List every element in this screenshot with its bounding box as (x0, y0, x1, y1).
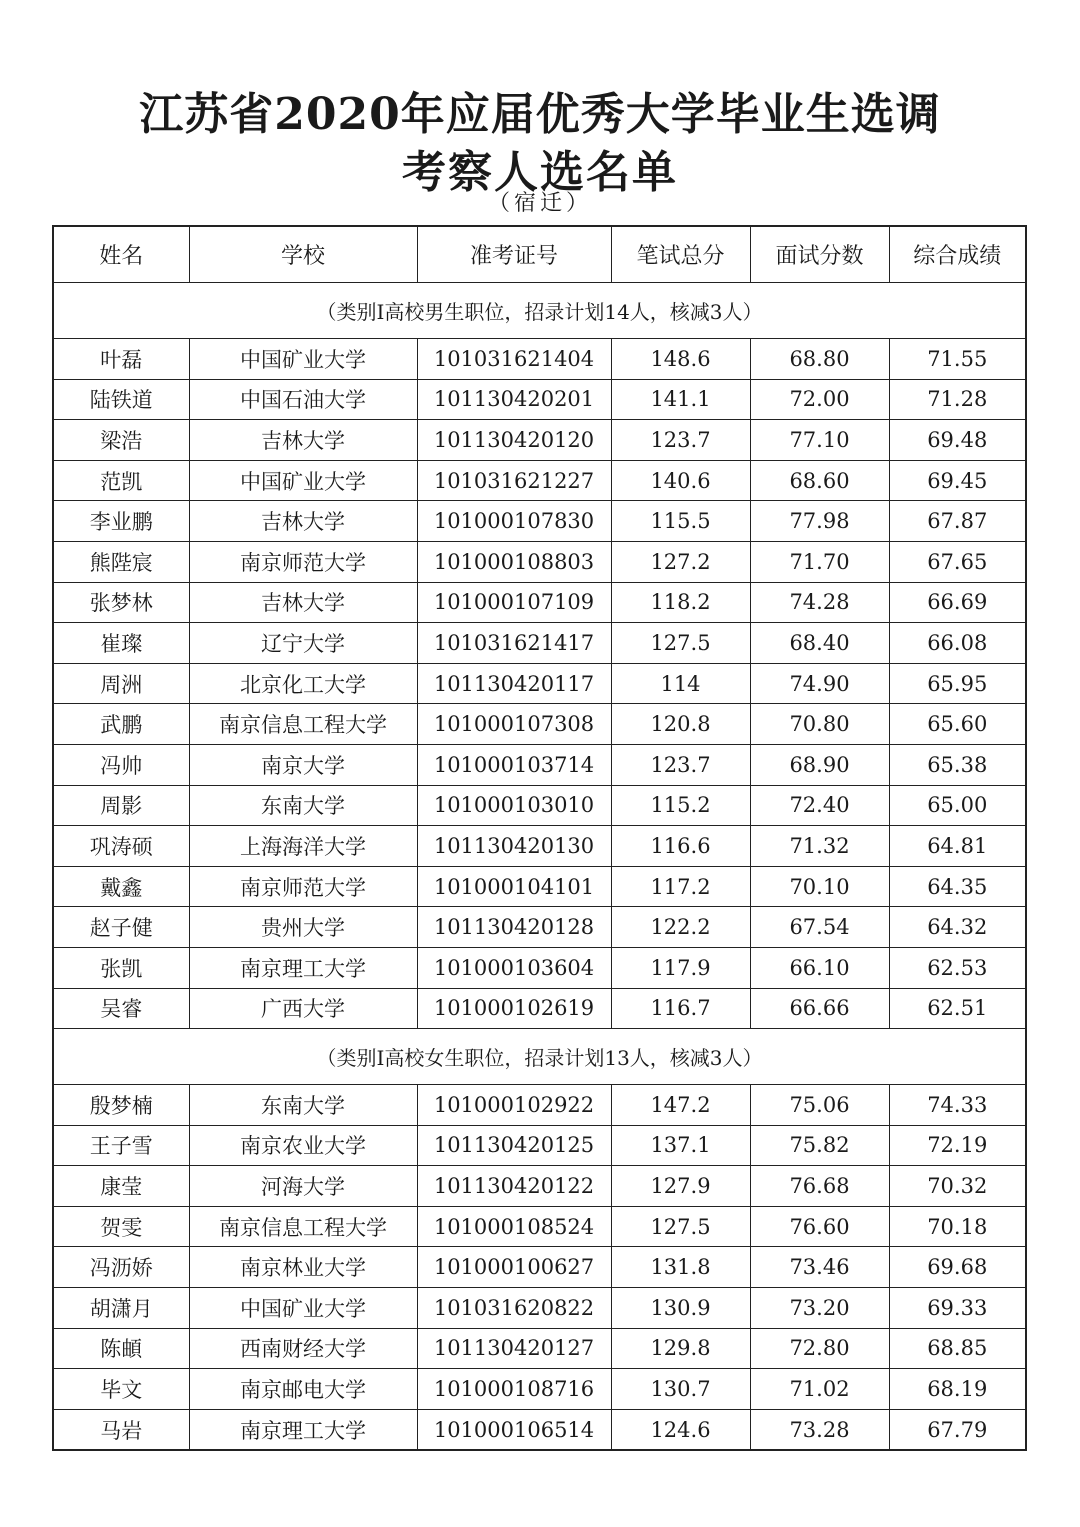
cell-name: 殷梦楠 (53, 1085, 189, 1126)
table-row (53, 744, 1026, 785)
cell-total-score: 70.32 (889, 1166, 1026, 1207)
cell-written-score: 129.8 (611, 1328, 750, 1369)
table-row (53, 339, 1026, 380)
cell-interview-score: 73.28 (750, 1409, 889, 1450)
cell-school: 南京信息工程大学 (189, 704, 417, 745)
cell-interview-score: 67.54 (750, 907, 889, 948)
cell-interview-score: 76.68 (750, 1166, 889, 1207)
cell-exam-id: 101130420122 (417, 1166, 611, 1207)
cell-written-score: 140.6 (611, 460, 750, 501)
table-row (53, 907, 1026, 948)
cell-written-score: 137.1 (611, 1125, 750, 1166)
cell-name: 范凯 (53, 460, 189, 501)
cell-school: 吉林大学 (189, 420, 417, 461)
cell-total-score: 71.28 (889, 379, 1026, 420)
table-row (53, 460, 1026, 501)
cell-school: 辽宁大学 (189, 623, 417, 664)
cell-written-score: 115.5 (611, 501, 750, 542)
cell-school: 吉林大学 (189, 582, 417, 623)
cell-name: 张梦林 (53, 582, 189, 623)
cell-total-score: 64.32 (889, 907, 1026, 948)
table-row (53, 1328, 1026, 1369)
cell-name: 吴睿 (53, 988, 189, 1029)
cell-interview-score: 77.98 (750, 501, 889, 542)
cell-exam-id: 101031621417 (417, 623, 611, 664)
cell-interview-score: 77.10 (750, 420, 889, 461)
cell-total-score: 62.51 (889, 988, 1026, 1029)
cell-exam-id: 101000107308 (417, 704, 611, 745)
table-row (53, 420, 1026, 461)
table-row (53, 988, 1026, 1029)
cell-school: 东南大学 (189, 1085, 417, 1126)
cell-interview-score: 72.40 (750, 785, 889, 826)
table-row (53, 1166, 1026, 1207)
cell-total-score: 69.68 (889, 1247, 1026, 1288)
cell-name: 巩涛硕 (53, 826, 189, 867)
cell-interview-score: 76.60 (750, 1206, 889, 1247)
cell-name: 梁浩 (53, 420, 189, 461)
cell-school: 南京信息工程大学 (189, 1206, 417, 1247)
cell-interview-score: 74.28 (750, 582, 889, 623)
table-row (53, 1085, 1026, 1126)
column-header-name: 姓名 (53, 226, 189, 283)
cell-interview-score: 66.10 (750, 947, 889, 988)
cell-written-score: 115.2 (611, 785, 750, 826)
cell-school: 南京师范大学 (189, 541, 417, 582)
cell-name: 陈頔 (53, 1328, 189, 1369)
header-row (53, 226, 1026, 283)
cell-total-score: 65.95 (889, 663, 1026, 704)
cell-name: 胡潇月 (53, 1288, 189, 1329)
cell-school: 南京农业大学 (189, 1125, 417, 1166)
cell-total-score: 66.69 (889, 582, 1026, 623)
cell-interview-score: 75.82 (750, 1125, 889, 1166)
cell-exam-id: 101031621227 (417, 460, 611, 501)
column-header-interview-score: 面试分数 (750, 226, 889, 283)
cell-school: 吉林大学 (189, 501, 417, 542)
cell-interview-score: 70.10 (750, 866, 889, 907)
cell-name: 崔璨 (53, 623, 189, 664)
cell-exam-id: 101000108524 (417, 1206, 611, 1247)
cell-name: 武鹏 (53, 704, 189, 745)
cell-total-score: 67.87 (889, 501, 1026, 542)
cell-total-score: 67.79 (889, 1409, 1026, 1450)
cell-exam-id: 101031620822 (417, 1288, 611, 1329)
table-body (53, 283, 1026, 1451)
table-row (53, 704, 1026, 745)
table-row (53, 1125, 1026, 1166)
cell-written-score: 141.1 (611, 379, 750, 420)
cell-name: 戴鑫 (53, 866, 189, 907)
cell-name: 贺雯 (53, 1206, 189, 1247)
document-subtitle: （宿迁） (487, 191, 592, 216)
cell-school: 中国矿业大学 (189, 339, 417, 380)
cell-school: 上海海洋大学 (189, 826, 417, 867)
cell-written-score: 127.5 (611, 623, 750, 664)
cell-total-score: 72.19 (889, 1125, 1026, 1166)
table-row (53, 663, 1026, 704)
section-label: （类别I高校男生职位，招录计划14人，核减3人） (53, 283, 1026, 339)
cell-written-score: 147.2 (611, 1085, 750, 1126)
cell-name: 冯沥娇 (53, 1247, 189, 1288)
cell-school: 南京理工大学 (189, 1409, 417, 1450)
table-row (53, 1288, 1026, 1329)
cell-exam-id: 101000102619 (417, 988, 611, 1029)
cell-written-score: 116.7 (611, 988, 750, 1029)
cell-written-score: 123.7 (611, 744, 750, 785)
cell-name: 冯帅 (53, 744, 189, 785)
cell-exam-id: 101000107830 (417, 501, 611, 542)
cell-interview-score: 72.00 (750, 379, 889, 420)
cell-exam-id: 101000100627 (417, 1247, 611, 1288)
cell-written-score: 130.7 (611, 1369, 750, 1410)
cell-written-score: 127.2 (611, 541, 750, 582)
table-row (53, 1206, 1026, 1247)
column-header-school: 学校 (189, 226, 417, 283)
cell-name: 马岩 (53, 1409, 189, 1450)
cell-total-score: 64.35 (889, 866, 1026, 907)
cell-written-score: 148.6 (611, 339, 750, 380)
cell-interview-score: 71.70 (750, 541, 889, 582)
cell-total-score: 70.18 (889, 1206, 1026, 1247)
column-header-total-score: 综合成绩 (889, 226, 1026, 283)
cell-written-score: 127.9 (611, 1166, 750, 1207)
cell-school: 南京理工大学 (189, 947, 417, 988)
cell-school: 河海大学 (189, 1166, 417, 1207)
cell-total-score: 68.19 (889, 1369, 1026, 1410)
cell-exam-id: 101130420120 (417, 420, 611, 461)
cell-total-score: 64.81 (889, 826, 1026, 867)
table-row (53, 541, 1026, 582)
cell-written-score: 130.9 (611, 1288, 750, 1329)
cell-written-score: 117.9 (611, 947, 750, 988)
cell-name: 赵子健 (53, 907, 189, 948)
cell-school: 中国矿业大学 (189, 460, 417, 501)
cell-exam-id: 101000102922 (417, 1085, 611, 1126)
cell-interview-score: 68.90 (750, 744, 889, 785)
cell-exam-id: 101000103714 (417, 744, 611, 785)
cell-total-score: 69.33 (889, 1288, 1026, 1329)
cell-total-score: 74.33 (889, 1085, 1026, 1126)
cell-interview-score: 70.80 (750, 704, 889, 745)
cell-total-score: 69.48 (889, 420, 1026, 461)
cell-exam-id: 101130420117 (417, 663, 611, 704)
cell-interview-score: 68.60 (750, 460, 889, 501)
document-title-line1: 江苏省2020年应届优秀大学毕业生选调 (139, 89, 941, 140)
cell-interview-score: 74.90 (750, 663, 889, 704)
cell-written-score: 131.8 (611, 1247, 750, 1288)
cell-interview-score: 75.06 (750, 1085, 889, 1126)
table-row (53, 582, 1026, 623)
cell-name: 熊陛宸 (53, 541, 189, 582)
table-row (53, 1409, 1026, 1450)
section-row (53, 1029, 1026, 1085)
cell-school: 南京师范大学 (189, 866, 417, 907)
cell-exam-id: 101000103010 (417, 785, 611, 826)
cell-exam-id: 101000104101 (417, 866, 611, 907)
cell-school: 西南财经大学 (189, 1328, 417, 1369)
cell-written-score: 123.7 (611, 420, 750, 461)
cell-interview-score: 66.66 (750, 988, 889, 1029)
cell-exam-id: 101000106514 (417, 1409, 611, 1450)
column-header-exam-id: 准考证号 (417, 226, 611, 283)
cell-written-score: 117.2 (611, 866, 750, 907)
cell-interview-score: 73.20 (750, 1288, 889, 1329)
cell-school: 南京邮电大学 (189, 1369, 417, 1410)
cell-name: 张凯 (53, 947, 189, 988)
table-row (53, 826, 1026, 867)
section-row (53, 283, 1026, 339)
table-row (53, 947, 1026, 988)
cell-written-score: 124.6 (611, 1409, 750, 1450)
cell-exam-id: 101000107109 (417, 582, 611, 623)
cell-total-score: 67.65 (889, 541, 1026, 582)
cell-total-score: 69.45 (889, 460, 1026, 501)
cell-exam-id: 101000108803 (417, 541, 611, 582)
cell-exam-id: 101130420125 (417, 1125, 611, 1166)
cell-total-score: 65.38 (889, 744, 1026, 785)
table-row (53, 785, 1026, 826)
column-header-written-score: 笔试总分 (611, 226, 750, 283)
cell-written-score: 127.5 (611, 1206, 750, 1247)
cell-total-score: 68.85 (889, 1328, 1026, 1369)
cell-total-score: 66.08 (889, 623, 1026, 664)
cell-exam-id: 101031621404 (417, 339, 611, 380)
cell-interview-score: 73.46 (750, 1247, 889, 1288)
cell-written-score: 116.6 (611, 826, 750, 867)
cell-name: 叶磊 (53, 339, 189, 380)
table-header (53, 226, 1026, 283)
document-title-line2: 考察人选名单 (402, 147, 678, 198)
cell-school: 贵州大学 (189, 907, 417, 948)
table-row (53, 1247, 1026, 1288)
cell-exam-id: 101130420128 (417, 907, 611, 948)
cell-name: 毕文 (53, 1369, 189, 1410)
candidate-table (52, 225, 1027, 1451)
cell-school: 南京林业大学 (189, 1247, 417, 1288)
cell-interview-score: 71.32 (750, 826, 889, 867)
cell-school: 南京大学 (189, 744, 417, 785)
table-row (53, 501, 1026, 542)
section-label: （类别I高校女生职位，招录计划13人，核减3人） (53, 1029, 1026, 1085)
cell-exam-id: 101130420201 (417, 379, 611, 420)
cell-name: 康莹 (53, 1166, 189, 1207)
cell-exam-id: 101000108716 (417, 1369, 611, 1410)
cell-interview-score: 71.02 (750, 1369, 889, 1410)
cell-school: 东南大学 (189, 785, 417, 826)
cell-written-score: 120.8 (611, 704, 750, 745)
cell-school: 中国石油大学 (189, 379, 417, 420)
cell-written-score: 114 (611, 663, 750, 704)
cell-school: 北京化工大学 (189, 663, 417, 704)
table-row (53, 623, 1026, 664)
cell-total-score: 62.53 (889, 947, 1026, 988)
cell-exam-id: 101000103604 (417, 947, 611, 988)
cell-name: 周影 (53, 785, 189, 826)
cell-interview-score: 68.80 (750, 339, 889, 380)
cell-exam-id: 101130420127 (417, 1328, 611, 1369)
cell-written-score: 118.2 (611, 582, 750, 623)
cell-school: 中国矿业大学 (189, 1288, 417, 1329)
cell-interview-score: 72.80 (750, 1328, 889, 1369)
cell-total-score: 71.55 (889, 339, 1026, 380)
table-row (53, 1369, 1026, 1410)
cell-name: 王子雪 (53, 1125, 189, 1166)
cell-school: 广西大学 (189, 988, 417, 1029)
cell-written-score: 122.2 (611, 907, 750, 948)
table-row (53, 379, 1026, 420)
cell-total-score: 65.60 (889, 704, 1026, 745)
cell-name: 周洲 (53, 663, 189, 704)
cell-total-score: 65.00 (889, 785, 1026, 826)
cell-interview-score: 68.40 (750, 623, 889, 664)
table-row (53, 866, 1026, 907)
cell-name: 陆铁道 (53, 379, 189, 420)
cell-name: 李业鹏 (53, 501, 189, 542)
cell-exam-id: 101130420130 (417, 826, 611, 867)
